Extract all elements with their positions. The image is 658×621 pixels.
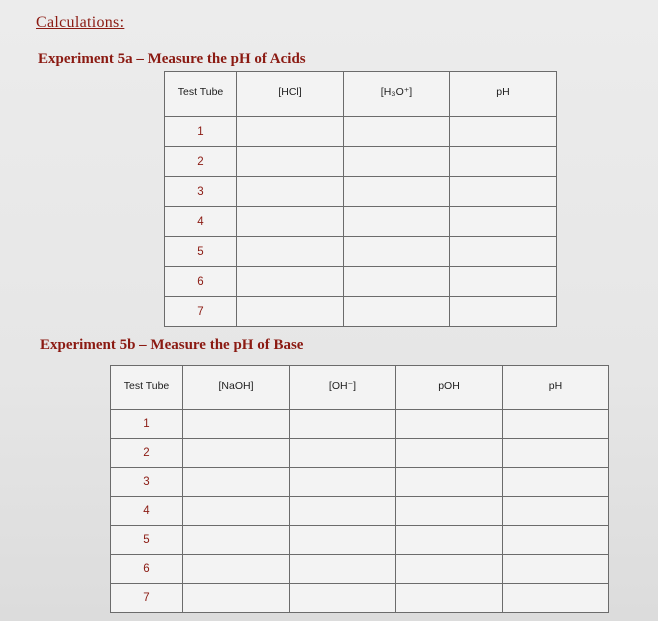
test-tube-number: 1 xyxy=(165,117,237,147)
table-row xyxy=(165,267,557,297)
ph-cell[interactable] xyxy=(503,439,609,468)
poh-cell[interactable] xyxy=(396,439,503,468)
test-tube-number: 3 xyxy=(165,177,237,207)
hcl-cell[interactable] xyxy=(237,147,344,177)
oh-cell[interactable] xyxy=(290,497,396,526)
h3o-cell[interactable] xyxy=(344,117,450,147)
ph-cell[interactable] xyxy=(503,584,609,613)
table-row xyxy=(111,526,609,555)
table-row xyxy=(165,207,557,237)
header-test-tube: Test Tube xyxy=(165,72,237,117)
naoh-cell[interactable] xyxy=(183,410,290,439)
ph-cell[interactable] xyxy=(450,177,557,207)
table-header-row xyxy=(165,72,557,117)
poh-cell[interactable] xyxy=(396,584,503,613)
experiment-5a-title: Experiment 5a – Measure the pH of Acids xyxy=(38,51,306,67)
test-tube-number: 5 xyxy=(165,237,237,267)
naoh-cell[interactable] xyxy=(183,439,290,468)
test-tube-number: 6 xyxy=(111,555,183,584)
ph-cell[interactable] xyxy=(503,555,609,584)
naoh-cell[interactable] xyxy=(183,555,290,584)
oh-cell[interactable] xyxy=(290,555,396,584)
table-row xyxy=(111,410,609,439)
oh-cell[interactable] xyxy=(290,526,396,555)
test-tube-number: 4 xyxy=(165,207,237,237)
naoh-cell[interactable] xyxy=(183,497,290,526)
header-poh: pOH xyxy=(396,366,503,410)
header-test-tube: Test Tube xyxy=(111,366,183,410)
naoh-cell[interactable] xyxy=(183,468,290,497)
hcl-cell[interactable] xyxy=(237,207,344,237)
h3o-cell[interactable] xyxy=(344,207,450,237)
table-row xyxy=(111,468,609,497)
ph-cell[interactable] xyxy=(450,147,557,177)
table-row xyxy=(111,497,609,526)
test-tube-number: 7 xyxy=(111,584,183,613)
header-h3o: [H₃O⁺] xyxy=(344,72,450,117)
hcl-cell[interactable] xyxy=(237,267,344,297)
table-row xyxy=(165,237,557,267)
h3o-cell[interactable] xyxy=(344,267,450,297)
table-row xyxy=(165,297,557,327)
naoh-cell[interactable] xyxy=(183,584,290,613)
base-ph-table xyxy=(110,365,609,613)
test-tube-number: 2 xyxy=(165,147,237,177)
header-ph: pH xyxy=(450,72,557,117)
h3o-cell[interactable] xyxy=(344,297,450,327)
ph-cell[interactable] xyxy=(450,207,557,237)
table-header-row xyxy=(111,366,609,410)
calculations-heading: Calculations: xyxy=(36,14,125,31)
ph-cell[interactable] xyxy=(450,237,557,267)
table-row xyxy=(111,439,609,468)
hcl-cell[interactable] xyxy=(237,297,344,327)
test-tube-number: 5 xyxy=(111,526,183,555)
header-naoh: [NaOH] xyxy=(183,366,290,410)
h3o-cell[interactable] xyxy=(344,237,450,267)
test-tube-number: 4 xyxy=(111,497,183,526)
naoh-cell[interactable] xyxy=(183,526,290,555)
test-tube-number: 6 xyxy=(165,267,237,297)
ph-cell[interactable] xyxy=(503,526,609,555)
poh-cell[interactable] xyxy=(396,497,503,526)
ph-cell[interactable] xyxy=(450,297,557,327)
oh-cell[interactable] xyxy=(290,439,396,468)
h3o-cell[interactable] xyxy=(344,147,450,177)
table-row xyxy=(165,177,557,207)
oh-cell[interactable] xyxy=(290,468,396,497)
test-tube-number: 7 xyxy=(165,297,237,327)
ph-cell[interactable] xyxy=(503,468,609,497)
poh-cell[interactable] xyxy=(396,526,503,555)
poh-cell[interactable] xyxy=(396,468,503,497)
ph-cell[interactable] xyxy=(450,117,557,147)
oh-cell[interactable] xyxy=(290,410,396,439)
h3o-cell[interactable] xyxy=(344,177,450,207)
table-row xyxy=(165,147,557,177)
test-tube-number: 1 xyxy=(111,410,183,439)
hcl-cell[interactable] xyxy=(237,117,344,147)
header-hcl: [HCl] xyxy=(237,72,344,117)
ph-cell[interactable] xyxy=(503,410,609,439)
poh-cell[interactable] xyxy=(396,410,503,439)
table-row xyxy=(165,117,557,147)
hcl-cell[interactable] xyxy=(237,237,344,267)
experiment-5b-title: Experiment 5b – Measure the pH of Base xyxy=(40,337,304,353)
header-oh: [OH⁻] xyxy=(290,366,396,410)
test-tube-number: 2 xyxy=(111,439,183,468)
oh-cell[interactable] xyxy=(290,584,396,613)
header-ph: pH xyxy=(503,366,609,410)
acids-ph-table xyxy=(164,71,557,327)
table-row xyxy=(111,555,609,584)
table-row xyxy=(111,584,609,613)
ph-cell[interactable] xyxy=(450,267,557,297)
ph-cell[interactable] xyxy=(503,497,609,526)
hcl-cell[interactable] xyxy=(237,177,344,207)
poh-cell[interactable] xyxy=(396,555,503,584)
test-tube-number: 3 xyxy=(111,468,183,497)
